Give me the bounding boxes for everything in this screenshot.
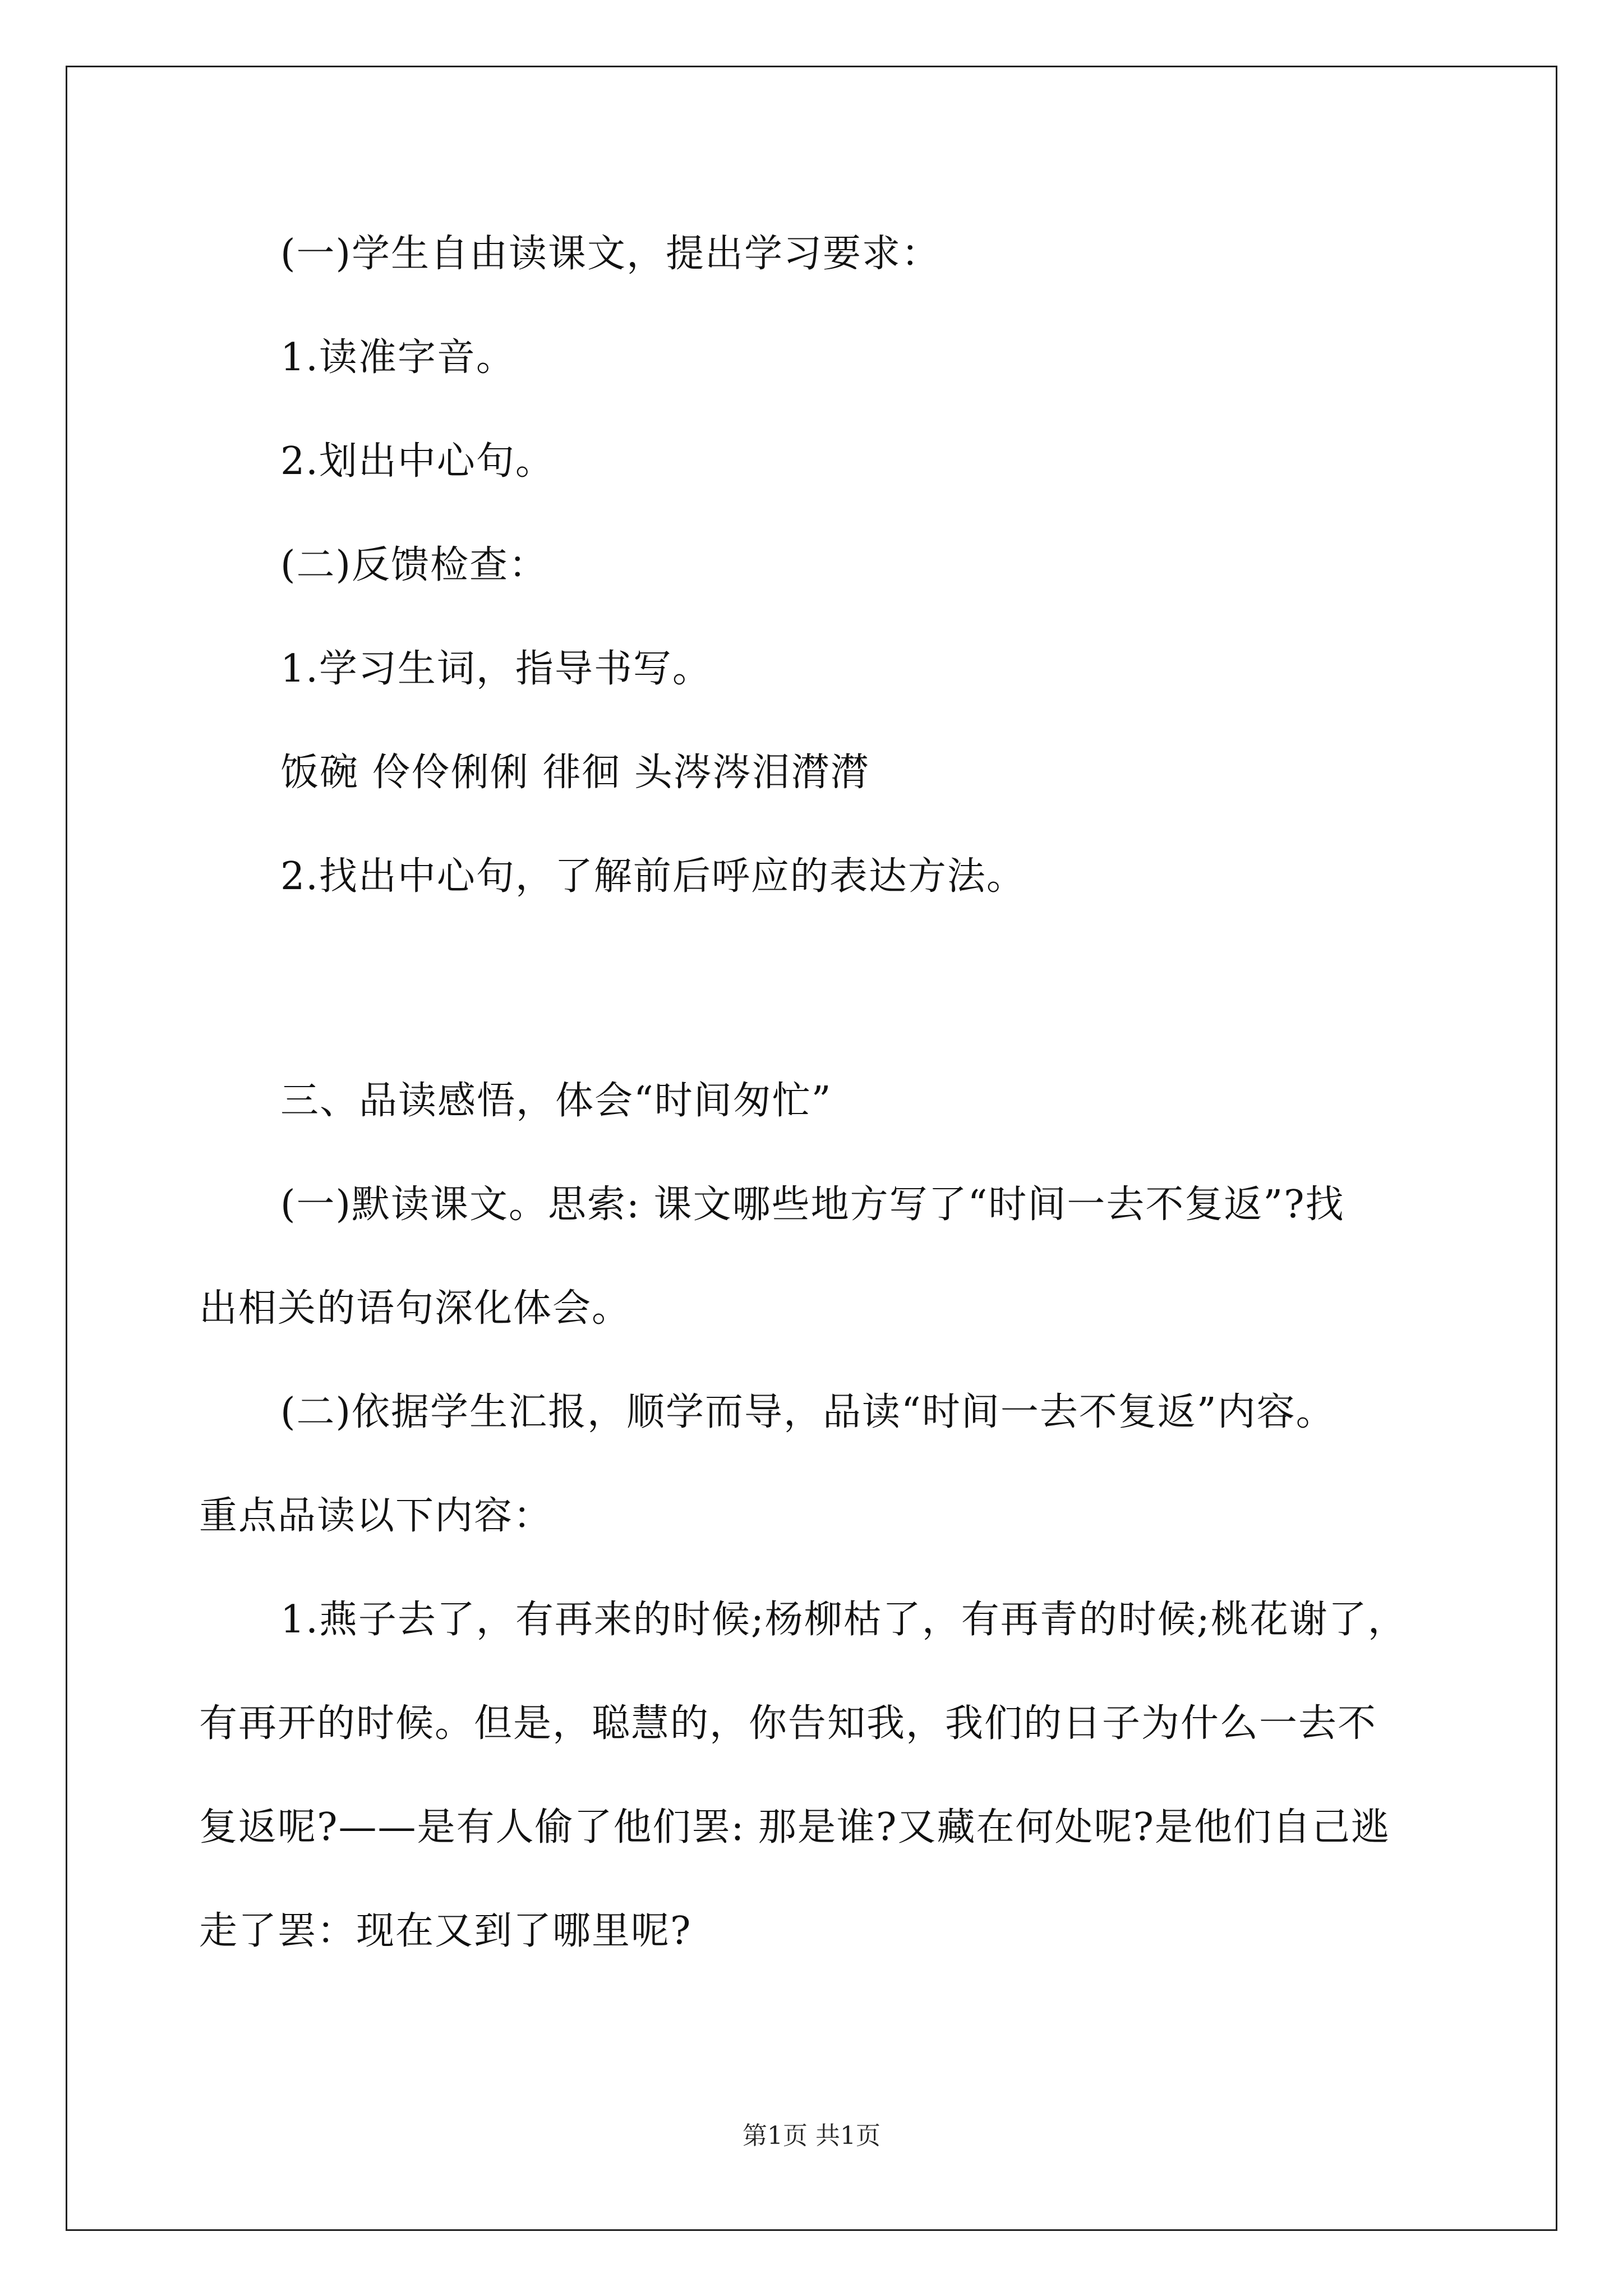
text-line: (一)学生自由读课文，提出学习要求： — [280, 232, 941, 276]
text-line: 1.读准字音。 — [280, 335, 515, 380]
text-line: 有再开的时候。但是，聪慧的，你告知我，我们的日子为什么一去不 — [199, 1701, 1377, 1746]
text-line: 饭碗 伶伶俐俐 徘徊 头涔涔泪潸潸 — [280, 751, 870, 795]
text-line: 2.划出中心句。 — [280, 439, 555, 484]
text-line: 1.燕子去了，有再来的时候;杨柳枯了，有再青的时候;桃花谢了， — [280, 1598, 1407, 1642]
text-line: 走了罢：现在又到了哪里呢? — [199, 1909, 692, 1953]
page-footer: 第1页 共1页 — [743, 2122, 880, 2150]
text-line: 2.找出中心句，了解前后呼应的表达方法。 — [280, 854, 1026, 899]
text-line: 出相关的语句深化体会。 — [199, 1286, 631, 1331]
text-line: (二)依据学生汇报，顺学而导，品读“时间一去不复返”内容。 — [280, 1390, 1335, 1434]
section-heading: 三、品读感悟，体会“时间匆忙” — [280, 1079, 832, 1123]
text-line: (一)默读课文。思索: 课文哪些地方写了“时间一去不复返”?找 — [280, 1182, 1345, 1227]
text-line: 重点品读以下内容： — [199, 1494, 553, 1538]
text-line: (二)反馈检查： — [280, 543, 548, 587]
text-line: 复返呢?——是有人偷了他们罢: 那是谁?又藏在何处呢?是他们自己逃 — [199, 1805, 1390, 1849]
text-line: 1.学习生词，指导书写。 — [280, 647, 712, 691]
